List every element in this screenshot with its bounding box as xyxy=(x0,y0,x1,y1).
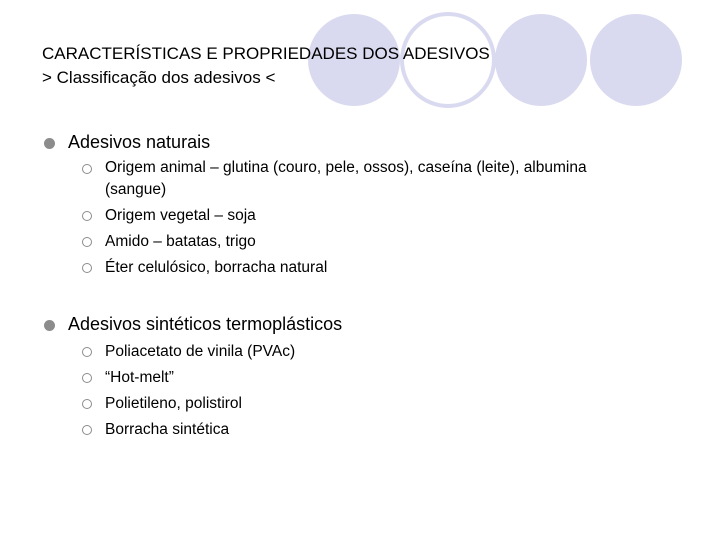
sub-bullet-icon xyxy=(82,399,92,409)
list-item: Poliacetato de vinila (PVAc) xyxy=(105,343,296,360)
list-item: Origem vegetal – soja xyxy=(105,207,256,224)
sub-bullet-icon xyxy=(82,373,92,383)
list-item: Borracha sintética xyxy=(105,421,230,438)
title-line-2: > Classificação dos adesivos < xyxy=(42,68,276,87)
sub-bullet-icon xyxy=(82,211,92,221)
list-item: Éter celulósico, borracha natural xyxy=(105,259,328,276)
list-item: “Hot-melt” xyxy=(105,369,174,386)
sub-bullet-icon xyxy=(82,347,92,357)
list-item: Polietileno, polistirol xyxy=(105,395,242,412)
list-item: Amido – batatas, trigo xyxy=(105,233,256,250)
title-line-1: CARACTERÍSTICAS E PROPRIEDADES DOS ADESIVOS xyxy=(42,44,490,63)
sub-bullet-icon xyxy=(82,263,92,273)
sub-bullet-icon xyxy=(82,237,92,247)
slide-title xyxy=(42,42,490,90)
sub-bullet-icon xyxy=(82,164,92,174)
deco-circle xyxy=(495,14,587,106)
deco-circle xyxy=(590,14,682,106)
list-item: Origem animal – glutina (couro, pele, ossos), caseína (leite), albumina xyxy=(105,159,587,176)
sub-bullet-icon xyxy=(82,425,92,435)
bullet-icon xyxy=(44,138,55,149)
section-heading: Adesivos naturais xyxy=(68,132,211,152)
bullet-icon xyxy=(44,320,55,331)
list-item-continuation: (sangue) xyxy=(105,181,167,198)
section-heading: Adesivos sintéticos termoplásticos xyxy=(68,314,343,334)
